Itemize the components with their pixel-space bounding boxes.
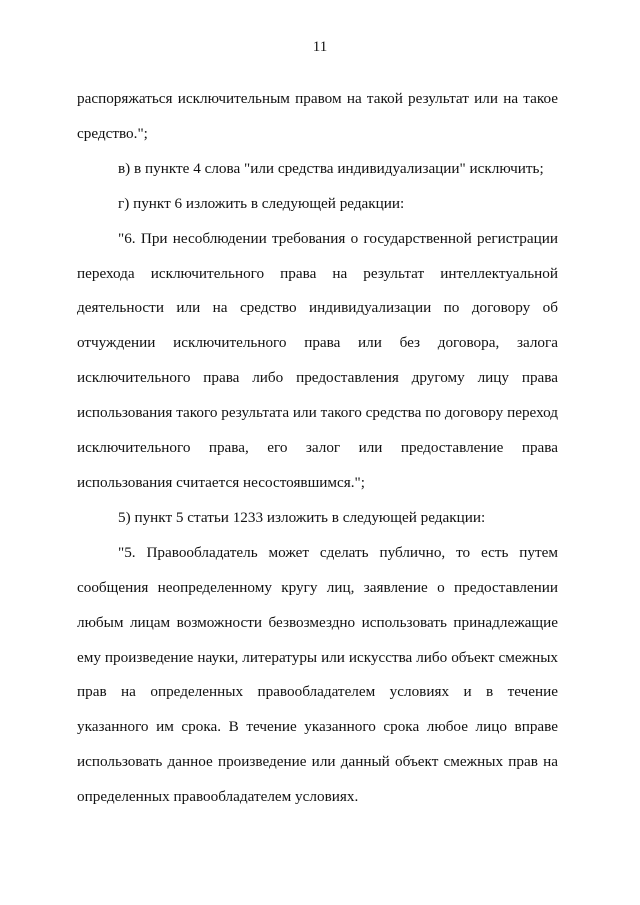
paragraph-continuation: распоряжаться исключительным правом на такой результат или на такое средство.";: [77, 90, 558, 142]
paragraph-item-g: г) пункт 6 изложить в следующей редакции:: [118, 194, 405, 212]
page-number: 11: [312, 39, 328, 55]
paragraph-point-5-text: "5. Правообладатель может сделать публично, то есть путем сообщения неопределенному кругу лиц, заявление о предоставлении любым лицам возможности безвозмездно использовать принадлежащие ему произведение науки, литературы или искусства либо объект смежных прав на определенных правообладателем условиях и в течение указанного им срока. В течение указанного срока любое лицо вправе использовать данное произведение или данный объект смежных прав на определенных правообладателем условиях.: [77, 543, 558, 806]
paragraph-item-5: 5) пункт 5 статьи 1233 изложить в следующей редакции:: [118, 508, 486, 526]
paragraph-point-6-text: "6. При несоблюдении требования о государственной регистрации перехода исключительного права на результат интеллектуальной деятельности или на средство индивидуализации по договору об отчуждении исключительного права или без договора, залога исключительного права либо предоставления другому лицу права использования такого результата или такого средства по договору переход исключительного права, его залог или предоставление права использования считается несостоявшимся.";: [77, 229, 558, 491]
paragraph-item-v: в) в пункте 4 слова "или средства индивидуализации" исключить;: [118, 159, 544, 177]
document-body: [77, 82, 558, 815]
